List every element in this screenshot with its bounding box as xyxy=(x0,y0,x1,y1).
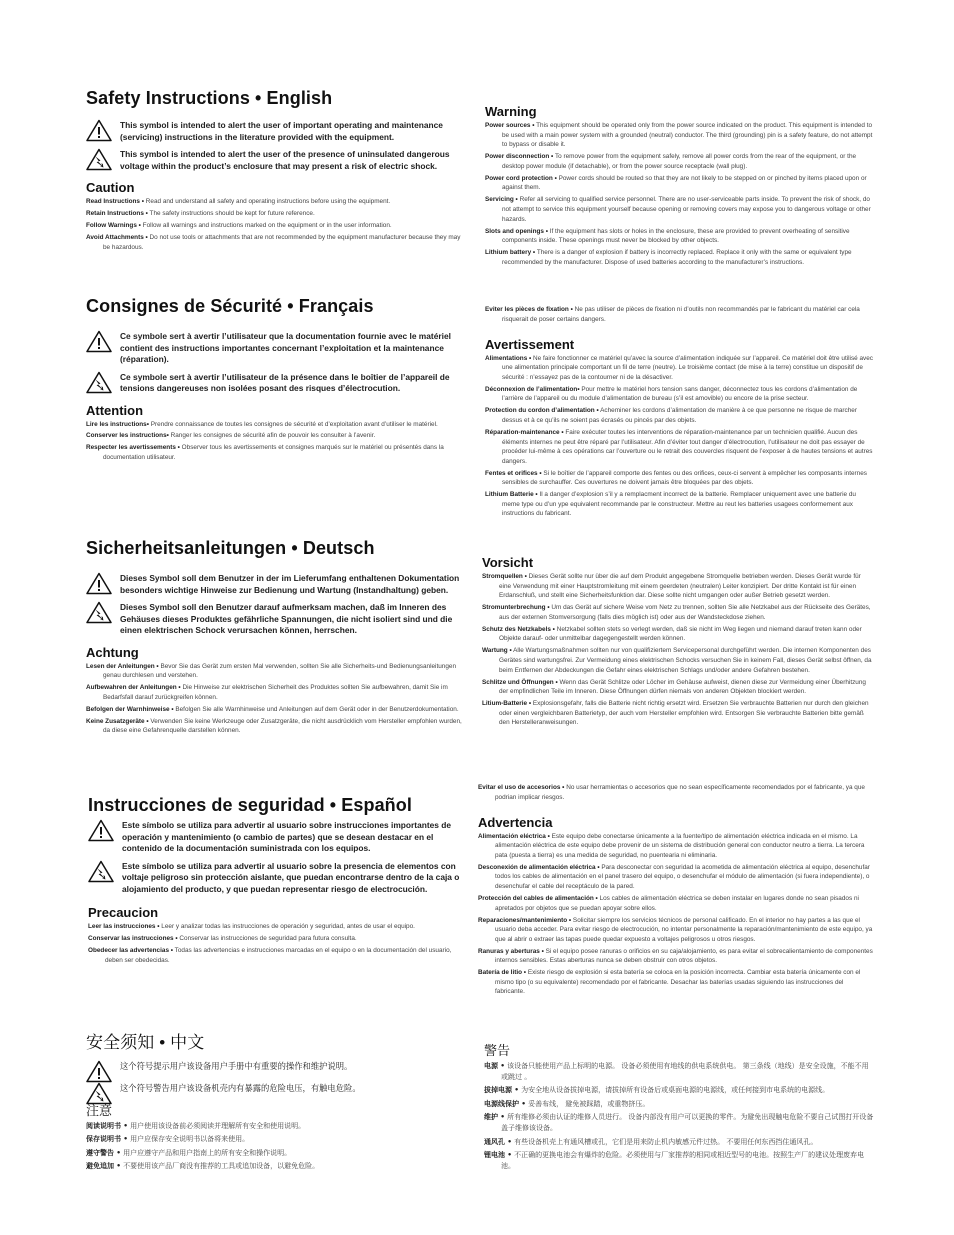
item-label: Evitar el uso de accesorios • xyxy=(478,784,565,791)
item-label: Obedecer las advertencias • xyxy=(88,946,174,954)
item-label: Eviter les pièces de fixation • xyxy=(485,306,573,313)
list-item xyxy=(482,678,874,697)
fixation-note xyxy=(485,305,875,324)
item-text: Si el equipo posee ranuras o orificios en su caja/alojamiento, es para evitar el sobrecalientamiento de componentes internos sensibles. Estas aberturas nunca se deben obstruir con otros objetos. xyxy=(495,947,873,965)
item-text: Befolgen Sie alle Warnhinweise und Anleitungen auf dem Gerät oder in der Benutzerdokumentation. xyxy=(173,705,459,713)
item-label: Wartung • xyxy=(482,647,512,655)
item-text: Netzkabel sollten stets so verlegt werden, daß sie nicht im Weg liegen und niemand darauf treten kann oder Objekte darauf- oder unmittelbar dagegengestellt werden können. xyxy=(499,625,862,643)
item-text: Prendre connaissance de toutes les consignes de sécurité et d’exploitation avant d’utiliser le matériel. xyxy=(148,420,438,428)
list-item xyxy=(88,946,460,965)
list-item xyxy=(484,1112,874,1134)
list-item xyxy=(485,248,875,267)
item-label: Respecter les avertissements • xyxy=(86,444,180,452)
notice-list xyxy=(86,1121,466,1172)
item-text: Todas las advertencias e instrucciones marcadas en el equipo o en la documentación del usuario, deben ser obedecidas. xyxy=(105,946,452,964)
list-item xyxy=(485,385,875,404)
list-item xyxy=(485,174,875,193)
item-label: Fentes et orifices • xyxy=(485,469,542,477)
item-label: 电源线保护 • xyxy=(484,1099,526,1108)
section-spanish xyxy=(88,795,460,968)
list-item xyxy=(88,934,460,944)
list-item xyxy=(485,354,875,383)
item-label: Power cord protection • xyxy=(485,174,557,182)
item-text: Solicitar siempre los servicios técnicos de personal calificado. En el interior no hay partes a las que el usuario deba acceder. Para evitar riesgo de electrocución, no intentar personalmente la reparación/mantenimiento de este equipo, ya que al abrir o extraer las tapas puede quedar expuesto a voltajes peligrosos u otros riesgos. xyxy=(495,916,873,943)
lightning-triangle-icon xyxy=(86,371,112,394)
item-label: Protection du cordon d’alimentation • xyxy=(485,407,599,415)
section-title-english: Safety Instructions • English xyxy=(86,88,333,108)
item-text: 不要使用该产品厂商没有推荐的工具或追加设备，以避免危险。 xyxy=(120,1162,320,1171)
symbol-note-operating: 这个符号提示用户该设备用户手册中有重要的操作和维护说明。 xyxy=(86,1061,466,1073)
symbol-note-voltage: Ce symbole sert à avertir l’utilisateur de la présence dans le boîtier de l’appareil de tensions dangereuses non isolées posant des risques d’électrocution. xyxy=(86,372,466,395)
item-label: Befolgen der Warnhinweise • xyxy=(86,705,174,713)
item-text: Dieses Gerät sollte nur über die auf dem Produkt angegebene Stromquelle betrieben werden. Dieses Gerät wurde für eine Verwendung mit einer Hauptstromleitung mit einem geerdeten (neutralen) Leiter konzipiert. Der dritte Kontakt ist für einen Erdanschluß, und stellt eine Sicherheitsfunktion dar. Diese sollte nicht umgangen oder außer Betrieb gesetzt werden. xyxy=(499,573,861,600)
item-text: 有些设备机壳上有通风槽或孔，它们是用来防止机内敏感元件过热。 不要用任何东西挡住通风孔。 xyxy=(511,1137,818,1146)
item-text: Acheminer les cordons d’alimentation de manière à ce que personne ne risque de marcher dessus et à ce qu’ils ne soient pas écrasés ou pincés par des objets. xyxy=(502,407,857,424)
warning-triangle-icon xyxy=(86,119,112,142)
list-item xyxy=(478,968,874,997)
item-text: Ranger les consignes de sécurité afin de pouvoir les consulter à l’avenir. xyxy=(168,432,376,440)
item-text: If the equipment has slots or holes in the enclosure, these are provided to prevent overheating of sensitive components inside. These openings must never be blocked by other objects. xyxy=(502,227,850,245)
item-text: Los cables de alimentación eléctrica se deben instalar en lugares donde no sean pisados ni apretados por objetos que se puedan apoyar sobre ellos. xyxy=(495,894,859,912)
item-label: Power sources • xyxy=(485,122,535,129)
item-label: Keine Zusatzgeräte • xyxy=(86,717,149,725)
symbol-note-operating: Dieses Symbol soll dem Benutzer in der im Lieferumfang enthaltenen Dokumentation besonders wichtige Hinweise zur Bedienung und Wartung (Instandhaltung) geben. xyxy=(86,573,466,596)
list-item xyxy=(86,1148,466,1159)
list-item xyxy=(482,572,874,601)
list-item xyxy=(86,1134,466,1145)
item-text: 用户应保存安全说明书以备将来使用。 xyxy=(127,1135,250,1144)
list-item xyxy=(482,646,874,675)
item-text: To remove power from the equipment safely, remove all power cords from the rear of the equipment, or the desktop power module (if detachable), or from the power source receptacle (wall plug). xyxy=(502,153,857,170)
item-text: Observer tous les avertissements et consignes marqués sur le matériel ou présentés dans la documentation utilisateur. xyxy=(103,444,444,462)
list-item xyxy=(485,195,875,224)
item-text: Follow all warnings and instructions marked on the equipment or in the user information. xyxy=(140,221,392,229)
lightning-triangle-icon xyxy=(86,148,112,171)
item-text: 所有维修必须由认证的维修人员进行。 设备内部没有用户可以更换的零件。为避免出现触电危险不要自己试图打开设备盖子维修该设备。 xyxy=(501,1113,874,1133)
item-text: Pour mettre le matériel hors tension sans danger, déconnectez tous les cordons d’alimentation de l’arrière de l’appareil ou du module d’alimentation de bureau (s’il est amovible) ou encore de la prise secteur. xyxy=(502,385,858,403)
list-item xyxy=(485,490,875,519)
list-item xyxy=(86,420,466,430)
item-text: No usar herramientas o accesorios que no sean específicamente recomendados por el fabricante, ya que podrian implicar riesgos. xyxy=(495,784,865,801)
item-label: Alimentations • xyxy=(485,354,532,362)
symbol-note-voltage: Este símbolo se utiliza para advertir al usuario sobre la presencia de elementos con voltaje peligroso sin protección aislante, que puedan encontrarse dentro de la caja o alojamiento del producto, y que puedan representar riesgo de electrocución. xyxy=(88,861,460,896)
list-item xyxy=(478,916,874,945)
list-item xyxy=(478,894,874,913)
item-text: Ne faire fonctionner ce matériel qu’avec la source d’alimentation indiquée sur l’appareil. Ce matériel doit être utilisé avec une alimentation principale comportant un fil de terre (neutre). Le troisième contact (de mise à la terre) constitue un dispositif de sécurité : n’essayez pas de la contourner ni de la désactiver. xyxy=(502,354,874,381)
item-label: Desconexión de alimentación eléctrica • xyxy=(478,863,600,871)
item-text: Si le boîtier de l’appareil comporte des fentes ou des orifices, ceux-ci servent à empêcher les composants internes sensibles de surchauffer. Ces ouvertures ne doivent jamais être bloquées par des objets. xyxy=(502,469,867,487)
subheading-precaucion: Precaucion xyxy=(88,905,159,920)
section-chinese xyxy=(86,1028,466,1175)
item-label: 遵守警告 • xyxy=(86,1148,121,1157)
section-title-german: Sicherheitsanleitungen • Deutsch xyxy=(86,538,375,558)
item-text: Il a danger d’explosion s’il y a remplacment incorrect de la batterie. Remplacer uniquement avec une batterie du meme type ou d’un ype equivalent recommande par le constructeur. Mettre au reut les batteries usagees conformement aux instructions du fabricant. xyxy=(502,491,856,518)
item-label: Stromunterbrechung • xyxy=(482,604,550,612)
subheading-achtung: Achtung xyxy=(86,644,139,660)
item-text: Ne pas utiliser de pièces de fixation ni d’outils non recommandés par le fabricant du matériel car cela risquerait de poser certains dangers. xyxy=(502,306,860,323)
subheading-warning-chinese: 警告 xyxy=(484,1043,511,1058)
item-text: 用户使用该设备前必须阅读并理解所有安全和使用说明。 xyxy=(127,1122,306,1130)
subheading-warning: Warning xyxy=(485,104,537,119)
list-item xyxy=(485,227,875,246)
item-text: Alle Wartungsmaßnahmen sollten nur von qualifiziertem Servicepersonal durchgeführt werden. Die internen Komponenten des Gerätes sind wartungsfrei. Zur Vermeidung eines elektrischen Schocks versuchen Sie in keinem Fall, dieses Gerät selbst öffnen, da beim Entfernen der Abdeckungen die Gefahr eines elektrischen Schlags und/oder andere Gefahren bestehen. xyxy=(499,647,872,674)
subheading-vorsicht: Vorsicht xyxy=(482,555,534,570)
item-label: 保存说明书 • xyxy=(86,1135,128,1144)
symbol-note-voltage: 这个符号警告用户该设备机壳内有暴露的危险电压，有触电危险。 xyxy=(86,1083,466,1095)
list-item xyxy=(478,947,874,966)
item-label: Read Instructions • xyxy=(86,198,144,205)
section-title-spanish: Instrucciones de seguridad • Español xyxy=(88,795,412,815)
warning-triangle-icon xyxy=(86,572,112,595)
item-label: Déconnexion de l’alimentation• xyxy=(485,385,580,393)
symbol-note-operating: Ce symbole sert à avertir l’utilisateur que la documentation fournie avec le matériel contient des instructions importantes concernant l’exploitation et la maintenance (réparation). xyxy=(86,331,466,366)
item-label: Alimentación eléctrica • xyxy=(478,832,550,840)
section-warning-english xyxy=(485,104,875,270)
item-text: Explosionsgefahr, falls die Batterie nicht richtig ersetzt wird. Ersetzen Sie verbrauchte Batterien nur durch den gleichen oder einen vergleichbaren Batterietyp, der auch vom Hersteller empfohlen wird. Entsorgen Sie verbrauchte Batterien bitte gemäß den Herstelleranweisungen. xyxy=(499,700,869,727)
list-item xyxy=(485,152,875,171)
avertissement-list xyxy=(485,354,875,519)
item-label: Litium-Batterie • xyxy=(482,700,532,708)
subheading-attention: Attention xyxy=(86,402,144,418)
item-label: 锂电池 • xyxy=(484,1150,512,1159)
list-item xyxy=(482,699,874,728)
list-item xyxy=(485,121,875,150)
item-label: 通风孔 • xyxy=(484,1137,512,1146)
section-vorsicht xyxy=(482,555,874,730)
list-item xyxy=(484,1061,874,1083)
vorsicht-list xyxy=(482,572,874,728)
lightning-triangle-icon xyxy=(88,860,114,883)
item-text: Verwenden Sie keine Werkzeuge oder Zusatzgeräte, die nicht ausdrücklich vom Hersteller empfohlen wurden, da diese eine Gefahrenquelle darstellen können. xyxy=(103,717,462,735)
section-english xyxy=(86,88,466,255)
subheading-avertissement: Avertissement xyxy=(485,336,575,352)
list-item xyxy=(485,428,875,466)
warning-chinese-list xyxy=(484,1061,874,1172)
list-item xyxy=(86,209,466,219)
symbol-note-operating: This symbol is intended to alert the user of important operating and maintenance (servicing) instructions in the literature provided with the equipment. xyxy=(86,120,466,143)
item-label: Schutz des Netzkabels • xyxy=(482,625,555,633)
list-item xyxy=(478,783,874,802)
list-item xyxy=(86,705,466,715)
precaucion-list xyxy=(88,922,460,965)
item-label: Ranuras y aberturas • xyxy=(478,947,544,955)
section-advertencia xyxy=(478,783,874,999)
advertencia-list xyxy=(478,832,874,997)
item-text: Die Hinweise zur elektrischen Sicherheit des Produktes sollten Sie aufbewahren, damit Sie im Bedarfsfall darauf zurückgreifen können. xyxy=(103,684,448,701)
item-label: Réparation-maintenance • xyxy=(485,428,564,436)
item-text: Conservar las instrucciones de seguridad para futura consulta. xyxy=(177,934,357,942)
accesorios-note xyxy=(478,783,874,802)
list-item xyxy=(485,406,875,425)
item-text: Read and understand all safety and operating instructions before using the equipment. xyxy=(144,198,391,205)
lightning-triangle-icon xyxy=(86,601,112,624)
warning-triangle-icon xyxy=(86,330,112,353)
list-item xyxy=(478,863,874,892)
item-text: Wenn das Gerät Schlitze oder Löcher im Gehäuse aufweist, dienen diese zur Vermeidung einer Überhitzung der empfindlichen Teile im Inneren. Diese Öffnungen dürfen niemals von anderen Objekten blockiert werden. xyxy=(499,678,866,696)
item-label: Lire les instructions• xyxy=(86,420,149,428)
achtung-list xyxy=(86,662,466,736)
item-label: Leer las instrucciones • xyxy=(88,923,160,930)
list-item xyxy=(86,221,466,231)
section-warning-chinese xyxy=(484,1040,874,1174)
item-text: Leer y analizar todas las instrucciones de operación y seguridad, antes de usar el equipo. xyxy=(159,923,415,930)
list-item xyxy=(484,1150,874,1172)
item-label: Protección del cables de alimentación • xyxy=(478,894,598,902)
section-french xyxy=(86,296,466,465)
attention-list xyxy=(86,420,466,463)
item-text: Power cords should be routed so that they are not likely to be stepped on or pinched by items placed upon or against them. xyxy=(502,174,867,192)
item-label: Power disconnection • xyxy=(485,153,554,161)
list-item xyxy=(86,683,466,702)
item-label: Conservar las instrucciones • xyxy=(88,934,178,942)
subheading-caution: Caution xyxy=(86,180,135,195)
item-text: The safety instructions should be kept for future reference. xyxy=(147,209,315,217)
list-item xyxy=(86,1121,466,1132)
subheading-notice: 注意 xyxy=(86,1103,113,1118)
symbol-note-operating: Este símbolo se utiliza para advertir al usuario sobre instrucciones importantes de operación y mantenimiento (o cambio de partes) que se desean destacar en el contenido de la documentación suministrada con los equipos. xyxy=(88,820,460,855)
list-item xyxy=(86,717,466,736)
warning-triangle-icon xyxy=(86,1060,112,1083)
item-label: Retain Instructions • xyxy=(86,209,148,217)
section-german xyxy=(86,538,466,738)
list-item xyxy=(86,233,466,252)
item-text: 该设备只能使用产品上标明的电源。 设备必须使用有地线的供电系统供电。 第三条线（地线）是安全设施，不能不用或跳过 。 xyxy=(501,1062,869,1081)
list-item xyxy=(482,625,874,644)
item-text: Um das Gerät auf sichere Weise vom Netz zu trennen, sollten Sie alle Netzkabel aus der Rückseite des Gerätes, aus der externen Stomversorgung (falls dies möglich ist) oder aus der Wandsteckdose ziehen. xyxy=(499,604,871,621)
item-text: 妥善布线， 避免被踩踏，或重物挤压。 xyxy=(525,1099,650,1108)
symbol-note-voltage: This symbol is intended to alert the user of the presence of uninsulated dangerous voltage within the product’s enclosure that may present a risk of electric shock. xyxy=(86,149,466,172)
item-label: Reparaciones/mantenimiento • xyxy=(478,916,572,924)
item-label: Servicing • xyxy=(485,196,518,204)
list-item xyxy=(86,662,466,681)
item-label: Slots and openings • xyxy=(485,227,548,235)
list-item xyxy=(484,1085,874,1096)
subheading-advertencia: Advertencia xyxy=(478,814,553,830)
item-label: Stromquellen • xyxy=(482,573,527,580)
list-item xyxy=(485,469,875,488)
warning-list xyxy=(485,121,875,267)
item-label: Avoid Attachments • xyxy=(86,233,148,241)
item-label: Lesen der Anleitungen • xyxy=(86,662,159,670)
item-label: 电源 • xyxy=(484,1062,505,1070)
item-text: Existe riesgo de explosión si esta batería se coloca en la posición incorrecta. Cambiar esta batería únicamente con el mismo tipo (o su equivalente) recomendado por el fabricante. Desachar las baterías usadas siguiendo las instrucciones del fabricante. xyxy=(495,969,861,996)
list-item xyxy=(86,1161,466,1172)
item-text: Do not use tools or attachments that are not recommended by the equipment manufacturer because they may be hazardous. xyxy=(103,233,461,251)
item-label: Lithium Batterie • xyxy=(485,491,538,499)
item-label: 维护 • xyxy=(484,1113,505,1122)
list-item xyxy=(88,922,460,932)
item-text: 不正确的更换电池会有爆炸的危险。必须使用与厂家推荐的相同或相近型号的电池。按照生产厂的建议处理废弃电池。 xyxy=(501,1150,865,1170)
section-title-french: Consignes de Sécurité • Français xyxy=(86,296,374,316)
item-text: 用户应遵守产品和用户指南上的所有安全和操作说明。 xyxy=(120,1148,292,1157)
list-item xyxy=(86,431,466,441)
item-label: 拔掉电源 • xyxy=(484,1086,519,1095)
lightning-triangle-icon xyxy=(86,1082,112,1105)
item-text: Este equipo debe conectarse únicamente a la fuente/tipo de alimentación eléctrica indicada en el mismo. La alimentación eléctrica de este equipo debe provenir de un sistema de distribución general con conductor neutro a tierra. La tercera pata (puesta a tierra) es una medida de seguridad, no puentearia ni eliminaria. xyxy=(495,832,865,859)
list-item xyxy=(484,1099,874,1110)
item-label: Batería de litio • xyxy=(478,969,527,977)
item-text: Bevor Sie das Gerät zum ersten Mal verwenden, sollten Sie alle Sicherheits-und Bedienungsanleitungen genau durchlesen und verstehen. xyxy=(103,662,457,680)
caution-list xyxy=(86,197,466,252)
item-text: Faire exécuter toutes les interventions de réparation-maintenance par un technicien qualifié. Aucun des éléments internes ne peut être réparé par l’utilisateur. Afin d’éviter tout danger d’électrocution, l’utilisateur ne doit pas essayer de procéder lui-même à ces opérations car l’ouverture ou le retrait des couvercles risquent de l’exposer à de hautes tensions et autres dangers. xyxy=(502,428,873,465)
item-label: Schlitze und Öffnungen • xyxy=(482,678,558,686)
item-text: Refer all servicing to qualified service personnel. There are no user-serviceable parts inside. To prevent the risk of shock, do not attempt to service this equipment yourself because opening or removing covers may expose you to dangerous voltage or other hazards. xyxy=(502,196,871,223)
item-label: Aufbewahren der Anleitungen • xyxy=(86,684,181,692)
item-text: This equipment should be operated only from the power source indicated on the product. This equipment is intended to be used with a main power system with a grounded (neutral) conductor. The third (grounding) pin is a safety feature, do not attempt to bypass or disable it. xyxy=(502,122,873,149)
item-label: Conserver les instructions• xyxy=(86,432,169,440)
list-item xyxy=(478,832,874,861)
list-item xyxy=(86,197,466,207)
symbol-note-voltage: Dieses Symbol soll den Benutzer darauf aufmerksam machen, daß im Inneren des Gehäuses dieses Produktes gefährliche Spannungen, die nicht isoliert sind und die einen elektrischen Schock verursachen können, herrschen. xyxy=(86,602,466,637)
list-item xyxy=(484,1137,874,1148)
list-item xyxy=(485,305,875,324)
section-warning-french xyxy=(485,305,875,521)
item-label: Lithium battery • xyxy=(485,249,536,257)
item-text: 为安全地从设备拔掉电源，请拔掉所有设备后或桌面电源的电源线，或任何接到市电系统的电源线。 xyxy=(518,1086,830,1095)
item-label: 避免追加 • xyxy=(86,1162,121,1171)
item-label: Follow Warnings • xyxy=(86,221,141,229)
item-text: Para desconectar con seguridad la acometida de alimentación eléctrica al equipo, desenchufar todos los cables de alimentación en el panel trasero del equipo, o desenchufar el módulo de alimentación (si fuera independiente), o desenchufar el cable del receptáculo de la pared. xyxy=(495,863,870,890)
item-label: 阅读说明书 • xyxy=(86,1122,128,1130)
list-item xyxy=(482,603,874,622)
list-item xyxy=(86,443,466,462)
warning-triangle-icon xyxy=(88,819,114,842)
item-text: There is a danger of explosion if battery is incorrectly replaced. Replace it only with the same or equivalent type recommended by the manufacturer. Dispose of used batteries according to the manufacturer’s instructions. xyxy=(502,249,852,266)
section-title-chinese: 安全须知 • 中文 xyxy=(86,1033,205,1052)
